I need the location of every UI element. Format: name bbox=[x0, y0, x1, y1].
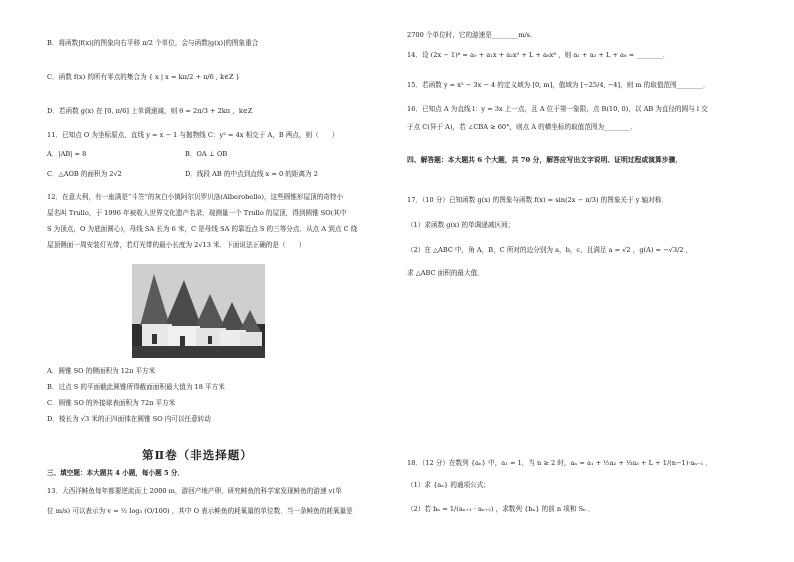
section-four-heading: 四、解答题：本大题共 6 个大题，共 70 分，解答应写出文字说明、证明过程或演算步骤． bbox=[407, 156, 683, 164]
q17-line-1: 17．（10 分）已知函数 g(x) 的图象与函数 f(x) = sin(2x − π/3) 的图象关于 y 轴对称． bbox=[407, 196, 668, 204]
q13-line-2: 位 m/s) 可以表示为 v = ½ log₃ (O/100) ，其中 O 表示鲑鱼的耗氧量的单位数．当一条鲑鱼的耗氧量是 bbox=[47, 507, 353, 515]
q14: 14．设 (2x − 1)⁸ = a₀ + a₁x + a₂x² + L + a₈x⁸ ，则 a₁ + a₂ + L + a₈ = ________． bbox=[407, 51, 670, 59]
trullo-roofs-image bbox=[132, 264, 265, 358]
section-three-heading: 三、填空题：本大题共 4 小题，每小题 5 分． bbox=[47, 469, 185, 477]
q12-line-4: 屋顶侧面一周安装灯光带，若灯光带的最小长度为 2√13 米．下面说法正确的是（ ） bbox=[47, 241, 306, 249]
q12-option-a: A．圆锥 SO 的侧面积为 12π 平方米 bbox=[47, 367, 156, 375]
q16-line-1: 16．已知点 A 为直线 l：y = 3x 上一点，且 A 位于第一象限，点 B(10, 0)，以 AB 为直径的圆与 l 交 bbox=[407, 105, 708, 113]
q18-part-2: （2）若 bₙ = 1/(aₙ₊₁ · aₙ₊₂) ，求数列 {bₙ} 的前 n 项和 Sₙ ． bbox=[407, 505, 595, 513]
q16-line-2: 于点 C(异于 A)，若 ∠CBA ≥ 60°，则点 A 的横坐标的取值范围为________． bbox=[407, 123, 638, 131]
q18-line-1: 18．（12 分）在数列 {aₙ} 中，a₁ = 1，当 n ≥ 2 时，aₙ = a₁ + ½a₂ + ⅓a₃ + L + 1/(n−1)·aₙ₋₁ ． bbox=[407, 459, 712, 467]
q13-line-3: 2700 个单位时，它的游速是________m/s． bbox=[407, 31, 537, 39]
q11-option-d: D．线段 AB 的中点到直线 x = 0 的距离为 2 bbox=[185, 170, 318, 178]
q11-option-b: B．OA ⊥ OB bbox=[185, 150, 228, 158]
q18-part-1: （1）求 {aₙ} 的通项公式； bbox=[407, 481, 490, 489]
q11-option-c: C．△AOB 的面积为 2√2 bbox=[47, 170, 122, 178]
q10-option-c: C．函数 f(x) 的所有零点的集合为 { x | x = kπ/2 + π/6 , k∈Z } bbox=[47, 73, 240, 81]
q17-part-2: （2）在 △ABC 中，角 A，B，C 所对的边分别为 a，b，c，且满足 a = √2 ，g(A) = −√3/2 ， bbox=[407, 246, 693, 254]
q12-option-b: B．过点 S 的平面截此圆锥所得截面面积最大值为 18 平方米 bbox=[47, 383, 225, 391]
q12-line-1: 12．在意大利，有一座满是“斗笠”的灰白小镇阿尔贝罗贝洛(Alberobello)，这些圆锥形屋顶的奇特小 bbox=[47, 193, 344, 201]
q13-line-1: 13．大西洋鲑鱼每年都要逆流而上 2000 m，游回产地产卵，研究鲑鱼的科学家发现鲑鱼的游速 v(单 bbox=[47, 487, 342, 495]
q17-part-1: （1）求函数 g(x) 的单调递减区间； bbox=[407, 221, 515, 229]
q10-option-b: B．将函数|f(x)|的图象向右平移 π/2 个单位，会与函数|g(x)|的图象重合 bbox=[47, 39, 259, 47]
q10-option-d: D．若函数 g(x) 在 [0, π/6] 上单调递减，则 θ = 2π/3 + 2kπ ，k∈Z bbox=[47, 107, 253, 115]
q11-stem: 11．已知点 O 为坐标原点，直线 y = x − 1 与抛物线 C：y² = 4x 相交于 A，B 两点，则（ ） bbox=[47, 131, 339, 139]
q12-option-d: D．棱长为 √3 米的正四面体在圆锥 SO 内可以任意转动 bbox=[47, 415, 211, 423]
q12-line-2: 屋名叫 Trullo，于 1996 年被收入世界文化遗产名录，现测量一个 Trullo 的屋顶，得到圆锥 SO(其中 bbox=[47, 209, 347, 217]
part-two-title: 第Ⅱ卷（非选择题） bbox=[142, 448, 253, 462]
q12-option-c: C．圆锥 SO 的外接球表面积为 72π 平方米 bbox=[47, 399, 176, 407]
q11-option-a: A．|AB| = 8 bbox=[47, 150, 87, 158]
trullo-photo bbox=[132, 264, 265, 358]
q12-line-3: S 为顶点，O 为底面圆心)，母线 SA 长为 6 米，C 是母线 SA 的靠近点 S 的三等分点．从点 A 到点 C 绕 bbox=[47, 225, 358, 233]
q17-part-2-cont: 求 △ABC 面积的最大值． bbox=[407, 269, 484, 277]
q15: 15．若函数 y = x² − 3x − 4 的定义域为 [0, m]，值域为 [−25/4, −4]，则 m 的取值范围________． bbox=[407, 81, 710, 89]
